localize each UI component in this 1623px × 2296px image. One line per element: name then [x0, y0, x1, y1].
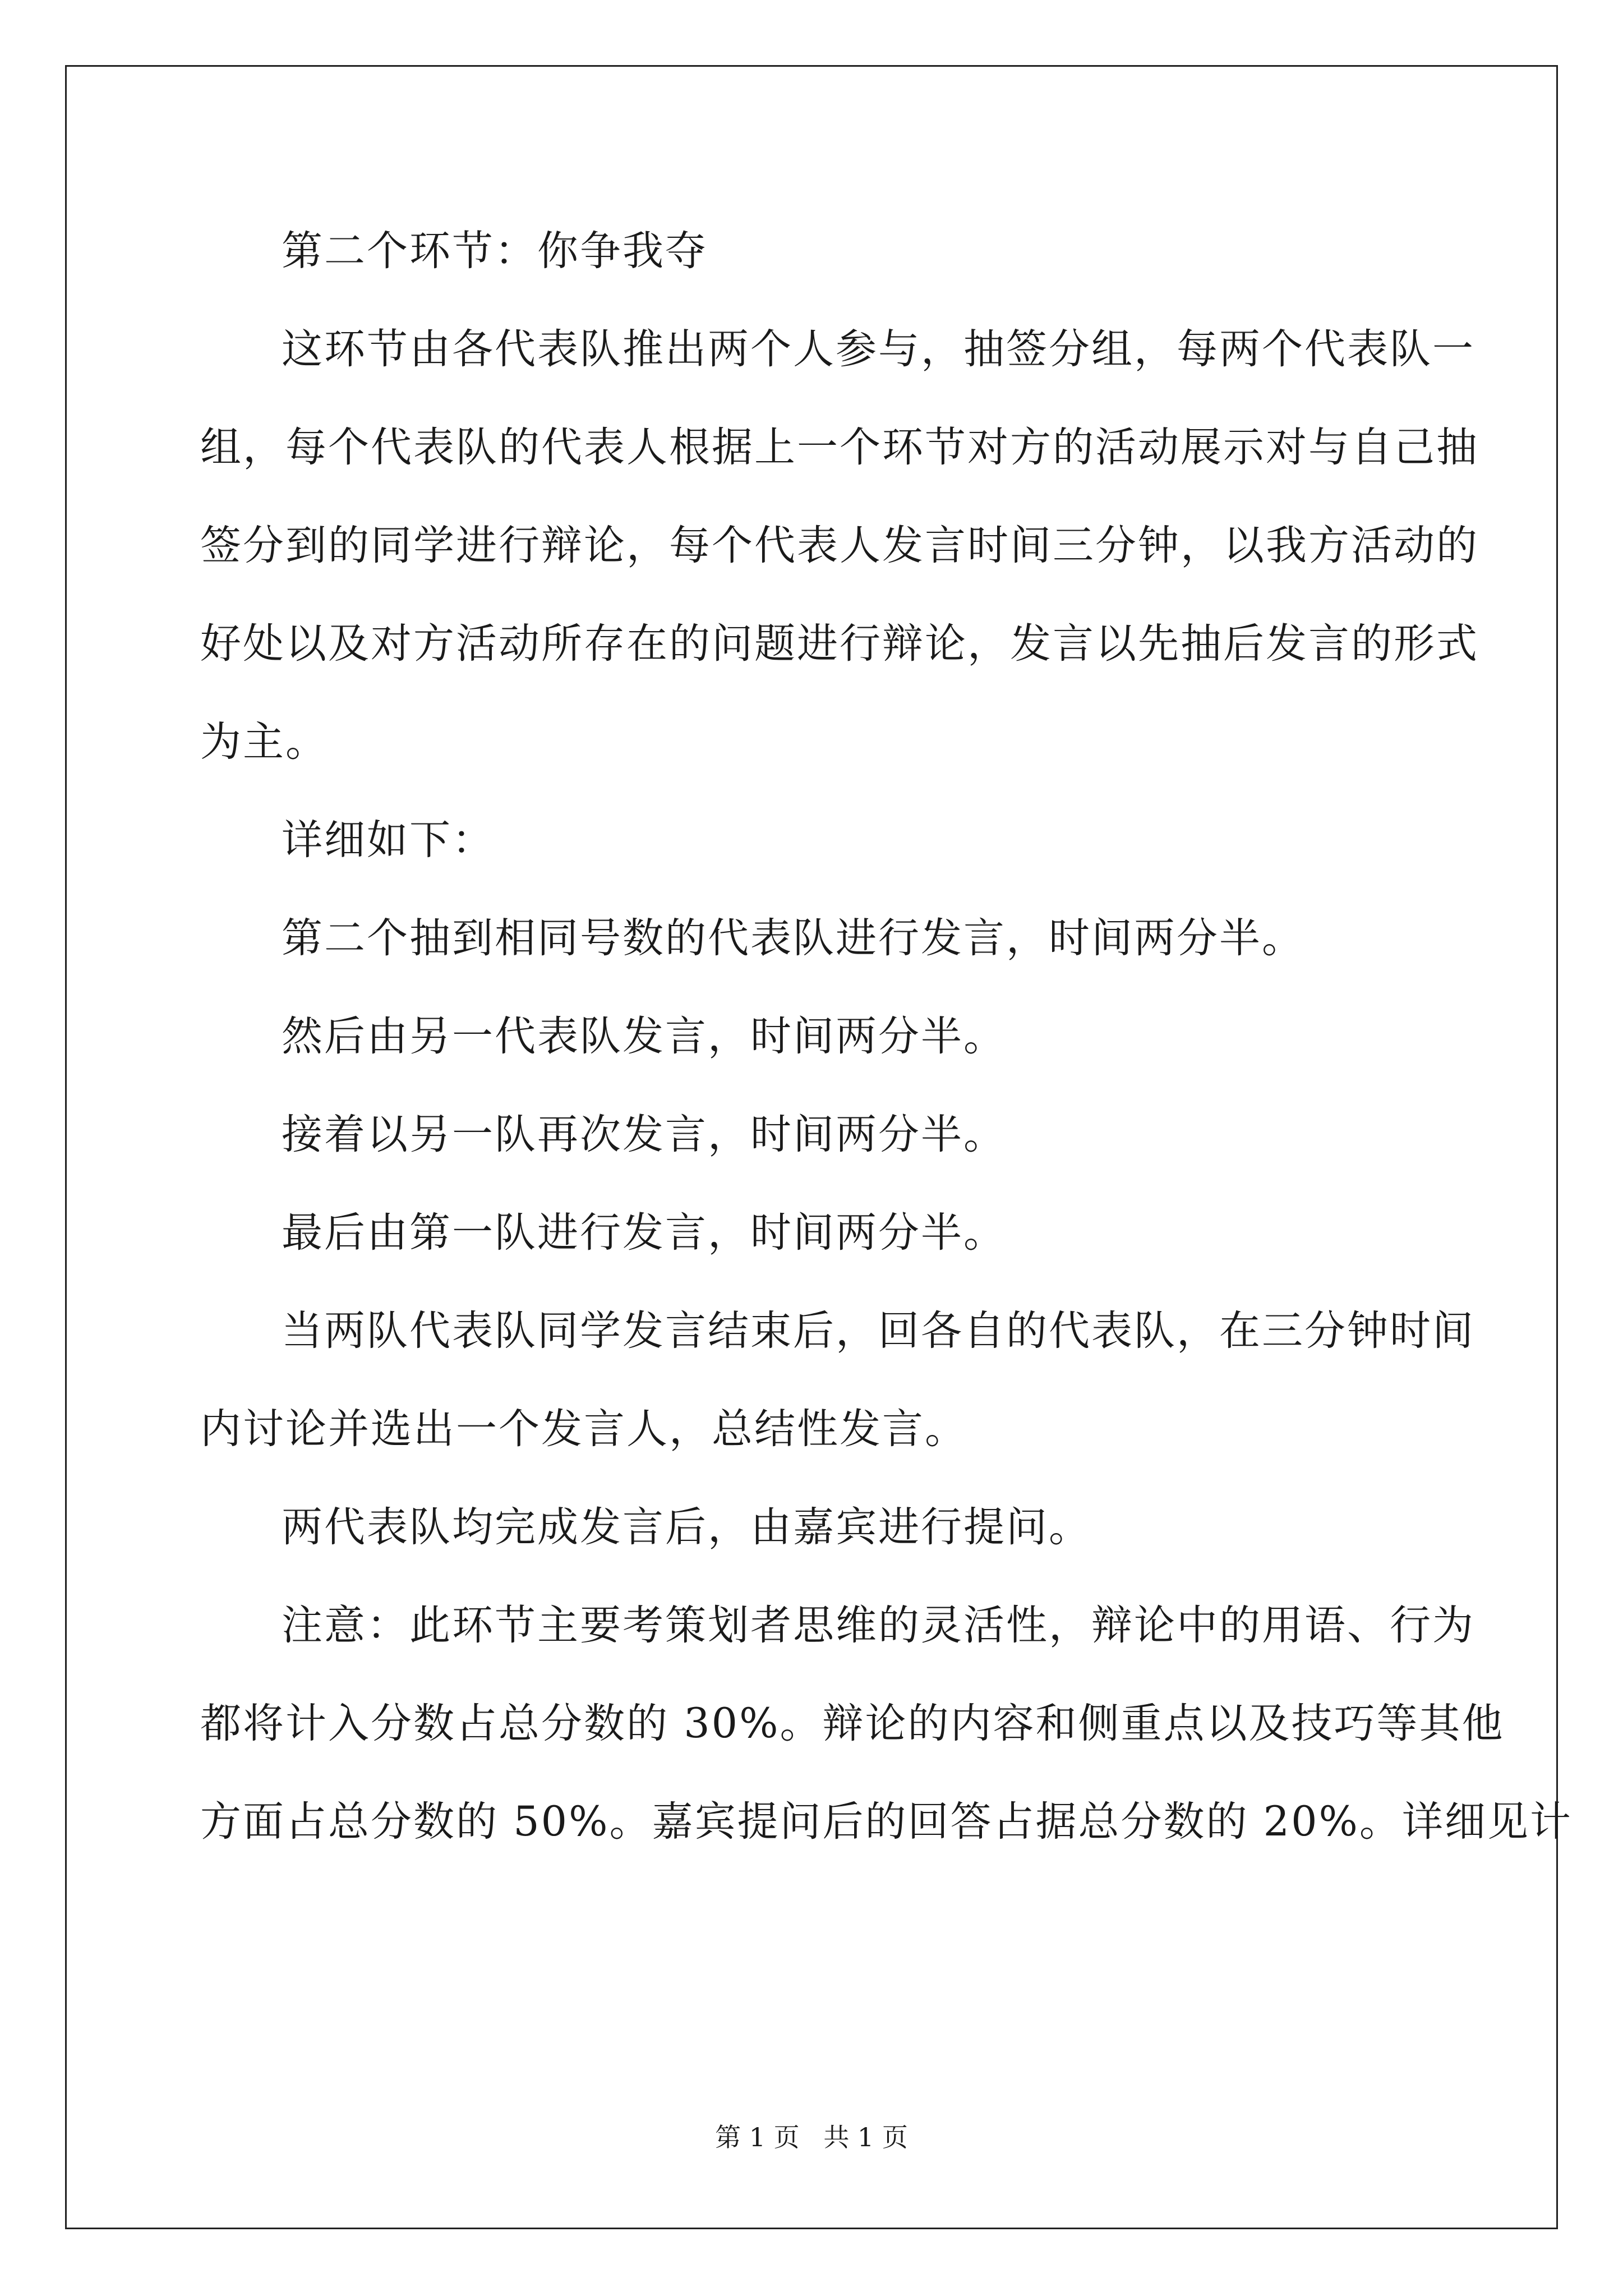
paragraph-line: 详细如下：: [282, 816, 495, 864]
paragraph-line: 好处以及对方活动所存在的问题进行辩论，发言以先抽后发言的形式: [200, 620, 1479, 668]
paragraph-line: 两代表队均完成发言后，由嘉宾进行提问。: [282, 1503, 1091, 1551]
paragraph-line: 组，每个代表队的代表人根据上一个环节对方的活动展示对与自己抽: [200, 424, 1479, 471]
paragraph-line: 最后由第一队进行发言，时间两分半。: [282, 1209, 1006, 1257]
paragraph-line: 签分到的同学进行辩论，每个代表人发言时间三分钟，以我方活动的: [200, 522, 1479, 569]
paragraph-line: 注意：此环节主要考策划者思维的灵活性，辩论中的用语、行为: [282, 1602, 1475, 1649]
paragraph-line: 第二个抽到相同号数的代表队进行发言，时间两分半。: [282, 914, 1304, 962]
paragraph-line: 这环节由各代表队推出两个人参与，抽签分组，每两个代表队一: [282, 325, 1475, 373]
paragraph-line: 当两队代表队同学发言结束后，回各自的代表队，在三分钟时间: [282, 1307, 1475, 1355]
paragraph-line: 都将计入分数占总分数的 30%。辩论的内容和侧重点以及技巧等其他: [200, 1700, 1505, 1747]
section-heading: 第二个环节：你争我夺: [282, 227, 708, 275]
paragraph-line: 为主。: [200, 718, 328, 766]
paragraph-line: 内讨论并选出一个发言人，总结性发言。: [200, 1405, 967, 1453]
page-footer: [0, 2120, 1623, 2154]
page-number: 第 1 页: [715, 2122, 800, 2152]
paragraph-line: 然后由另一代表队发言，时间两分半。: [282, 1013, 1006, 1060]
paragraph-line: 接着以另一队再次发言，时间两分半。: [282, 1111, 1006, 1158]
page-total: 共 1 页: [823, 2122, 908, 2152]
paragraph-line: 方面占总分数的 50%。嘉宾提问后的回答占据总分数的 20%。详细见计: [200, 1798, 1573, 1846]
